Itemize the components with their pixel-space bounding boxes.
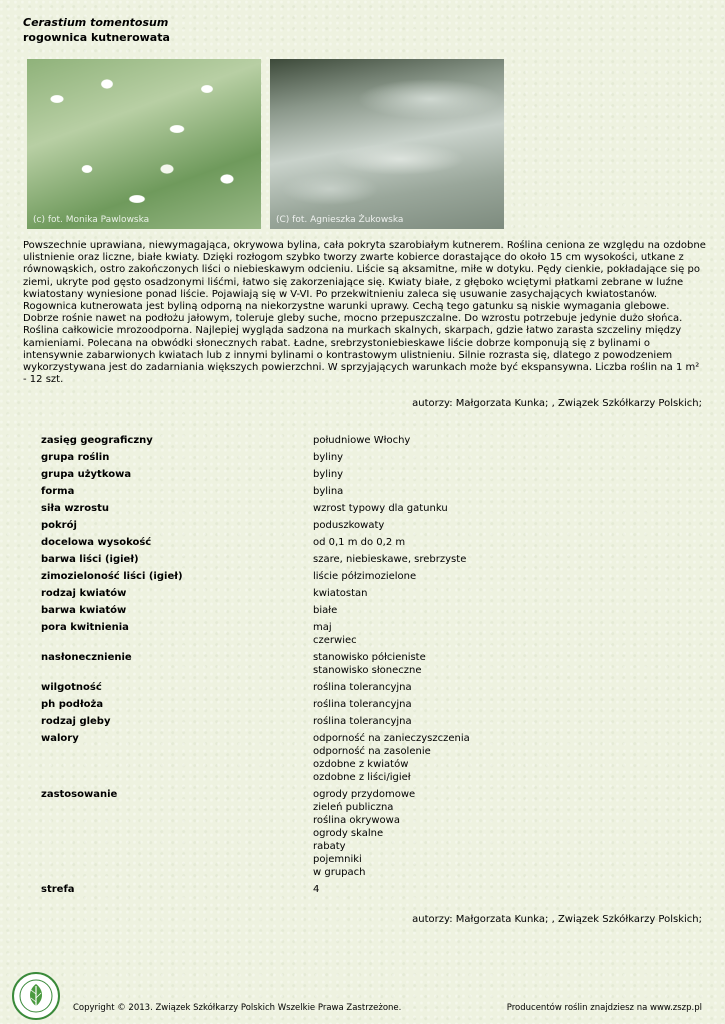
property-row xyxy=(41,451,681,464)
property-values xyxy=(313,681,681,694)
property-value: wzrost typowy dla gatunku xyxy=(313,503,448,514)
property-name: zastosowanie xyxy=(41,789,118,800)
property-name: forma xyxy=(41,486,75,497)
property-values xyxy=(313,434,681,447)
property-value: ogrody skalne xyxy=(313,828,384,839)
property-value: roślina tolerancyjna xyxy=(313,682,412,693)
property-name: zasięg geograficzny xyxy=(41,435,153,446)
property-value: szare, niebieskawe, srebrzyste xyxy=(313,554,467,565)
property-value: odporność na zasolenie xyxy=(313,746,431,757)
property-name: pokrój xyxy=(41,520,77,531)
polish-name: rogownica kutnerowata xyxy=(23,31,170,44)
property-values xyxy=(313,651,681,677)
property-value: liście półzimozielone xyxy=(313,571,417,582)
property-value: białe xyxy=(313,605,338,616)
producers-link[interactable]: Producentów roślin znajdziesz na www.zszp.pl xyxy=(506,1003,702,1013)
authors-line-bottom: autorzy: Małgorzata Kunka; , Związek Szkółkarzy Polskich; xyxy=(412,914,702,925)
property-value: rabaty xyxy=(313,841,346,852)
property-value: 4 xyxy=(313,884,320,895)
plant-photo-groundcover xyxy=(270,59,504,229)
property-values xyxy=(313,788,681,879)
property-values xyxy=(313,519,681,532)
property-value: byliny xyxy=(313,469,344,480)
property-values xyxy=(313,502,681,515)
property-value: od 0,1 m do 0,2 m xyxy=(313,537,406,548)
property-value: stanowisko półcieniste xyxy=(313,652,426,663)
plant-photo-closeup xyxy=(27,59,261,229)
property-row xyxy=(41,519,681,532)
property-value: roślina tolerancyjna xyxy=(313,699,412,710)
property-values xyxy=(313,536,681,549)
property-row xyxy=(41,883,681,896)
property-values xyxy=(313,451,681,464)
property-value: maj xyxy=(313,622,332,633)
species-header xyxy=(23,15,170,45)
property-name: strefa xyxy=(41,884,75,895)
property-row xyxy=(41,502,681,515)
property-value: roślina tolerancyjna xyxy=(313,716,412,727)
property-values xyxy=(313,621,681,647)
property-value: ogrody przydomowe xyxy=(313,789,416,800)
property-name: barwa kwiatów xyxy=(41,605,127,616)
property-name: pora kwitnienia xyxy=(41,622,129,633)
property-values xyxy=(313,732,681,784)
latin-name: Cerastium tomentosum xyxy=(23,16,169,29)
property-name: siła wzrostu xyxy=(41,503,110,514)
property-value: czerwiec xyxy=(313,635,357,646)
property-value: pojemniki xyxy=(313,854,362,865)
property-row xyxy=(41,604,681,617)
property-row xyxy=(41,715,681,728)
property-name: grupa użytkowa xyxy=(41,469,132,480)
property-row xyxy=(41,651,681,677)
property-name: rodzaj kwiatów xyxy=(41,588,127,599)
property-value: bylina xyxy=(313,486,344,497)
property-values xyxy=(313,587,681,600)
property-name: docelowa wysokość xyxy=(41,537,152,548)
plant-description: Powszechnie uprawiana, niewymagająca, okrywowa bylina, cała pokryta szarobiałym kutnerem. Roślina ceniona ze względu na ozdobne ulistnienie oraz liczne, białe kwiaty. Dzięki rozłogom szybko tworzy zwarte kobierce dorastające do około 15 cm wysokości, utkane z równowąskich, ostro zakończonych liści o niebieskawym odcieniu. Liście są aksamitne, miłe w dotyku. Pędy cienkie, pokładające się po ziemi, ukryte pod gęsto osadzonymi liśćmi, łatwo się zakorzeniające się. Kwiaty białe, z głęboko wciętymi płatkami zebrane w luźne kwiatostany wyniesione ponad liście. Pojawiają się w V-VI. Po przekwitnieniu zaleca się usuwanie zasychających kwiatostanów. Rogownica kutnerowata jest byliną odporną na niekorzystne warunki uprawy. Cechą tego gatunku są niskie wymagania glebowe. Dobrze rośnie nawet na podłożu jałowym, toleruje gleby suche, mocno przepuszczalne. Do wzrostu potrzebuje jedynie dużo słońca. Roślina całkowicie mrozoodporna. Najlepiej wygląda sadzona na murkach skalnych, skarpach, gdzie łatwo zarasta szczeliny między kamieniami. Polecana na obwódki słonecznych rabat. Ładne, srebrzystoniebieskawe liście dobrze komponują się z bylinami o intensywnie zabarwionych kwiatach lub z innymi bylinami o kontrastowym ulistnieniu. Silnie rozrasta się, dlatego z powodzeniem wykorzystywana jest do zadarniania większych powierzchni. W sprzyjających warunkach może być ekspansywna. Liczba roślin na 1 m² - 12 szt. xyxy=(23,240,706,386)
property-row xyxy=(41,485,681,498)
property-value: zieleń publiczna xyxy=(313,802,394,813)
property-row xyxy=(41,621,681,647)
property-values xyxy=(313,468,681,481)
property-row xyxy=(41,553,681,566)
property-values xyxy=(313,570,681,583)
photo-credit: (C) fot. Agnieszka Żukowska xyxy=(276,215,404,225)
property-name: zimozieloność liści (igieł) xyxy=(41,571,183,582)
property-name: grupa roślin xyxy=(41,452,110,463)
property-value: stanowisko słoneczne xyxy=(313,665,422,676)
properties-table xyxy=(41,434,681,900)
property-value: ozdobne z kwiatów xyxy=(313,759,409,770)
property-values xyxy=(313,553,681,566)
property-values xyxy=(313,698,681,711)
property-name: walory xyxy=(41,733,79,744)
property-row xyxy=(41,434,681,447)
property-value: południowe Włochy xyxy=(313,435,411,446)
property-value: w grupach xyxy=(313,867,366,878)
property-row xyxy=(41,732,681,784)
property-name: nasłonecznienie xyxy=(41,652,132,663)
property-value: kwiatostan xyxy=(313,588,368,599)
property-values xyxy=(313,485,681,498)
property-value: ozdobne z liści/igieł xyxy=(313,772,411,783)
property-values xyxy=(313,883,681,896)
property-name: ph podłoża xyxy=(41,699,104,710)
property-value: poduszkowaty xyxy=(313,520,385,531)
authors-line: autorzy: Małgorzata Kunka; , Związek Szkółkarzy Polskich; xyxy=(412,398,702,409)
property-name: wilgotność xyxy=(41,682,102,693)
copyright-text: Copyright © 2013. Związek Szkółkarzy Polskich Wszelkie Prawa Zastrzeżone. xyxy=(73,1003,402,1013)
property-value: roślina okrywowa xyxy=(313,815,400,826)
property-value: odporność na zanieczyszczenia xyxy=(313,733,470,744)
property-row xyxy=(41,536,681,549)
property-row xyxy=(41,468,681,481)
property-row xyxy=(41,681,681,694)
zszp-logo xyxy=(12,972,60,1020)
property-values xyxy=(313,604,681,617)
property-row xyxy=(41,788,681,879)
property-name: barwa liści (igieł) xyxy=(41,554,139,565)
property-value: byliny xyxy=(313,452,344,463)
property-row xyxy=(41,570,681,583)
photo-credit: (c) fot. Monika Pawlowska xyxy=(33,215,150,225)
property-row xyxy=(41,698,681,711)
property-name: rodzaj gleby xyxy=(41,716,111,727)
property-row xyxy=(41,587,681,600)
property-values xyxy=(313,715,681,728)
